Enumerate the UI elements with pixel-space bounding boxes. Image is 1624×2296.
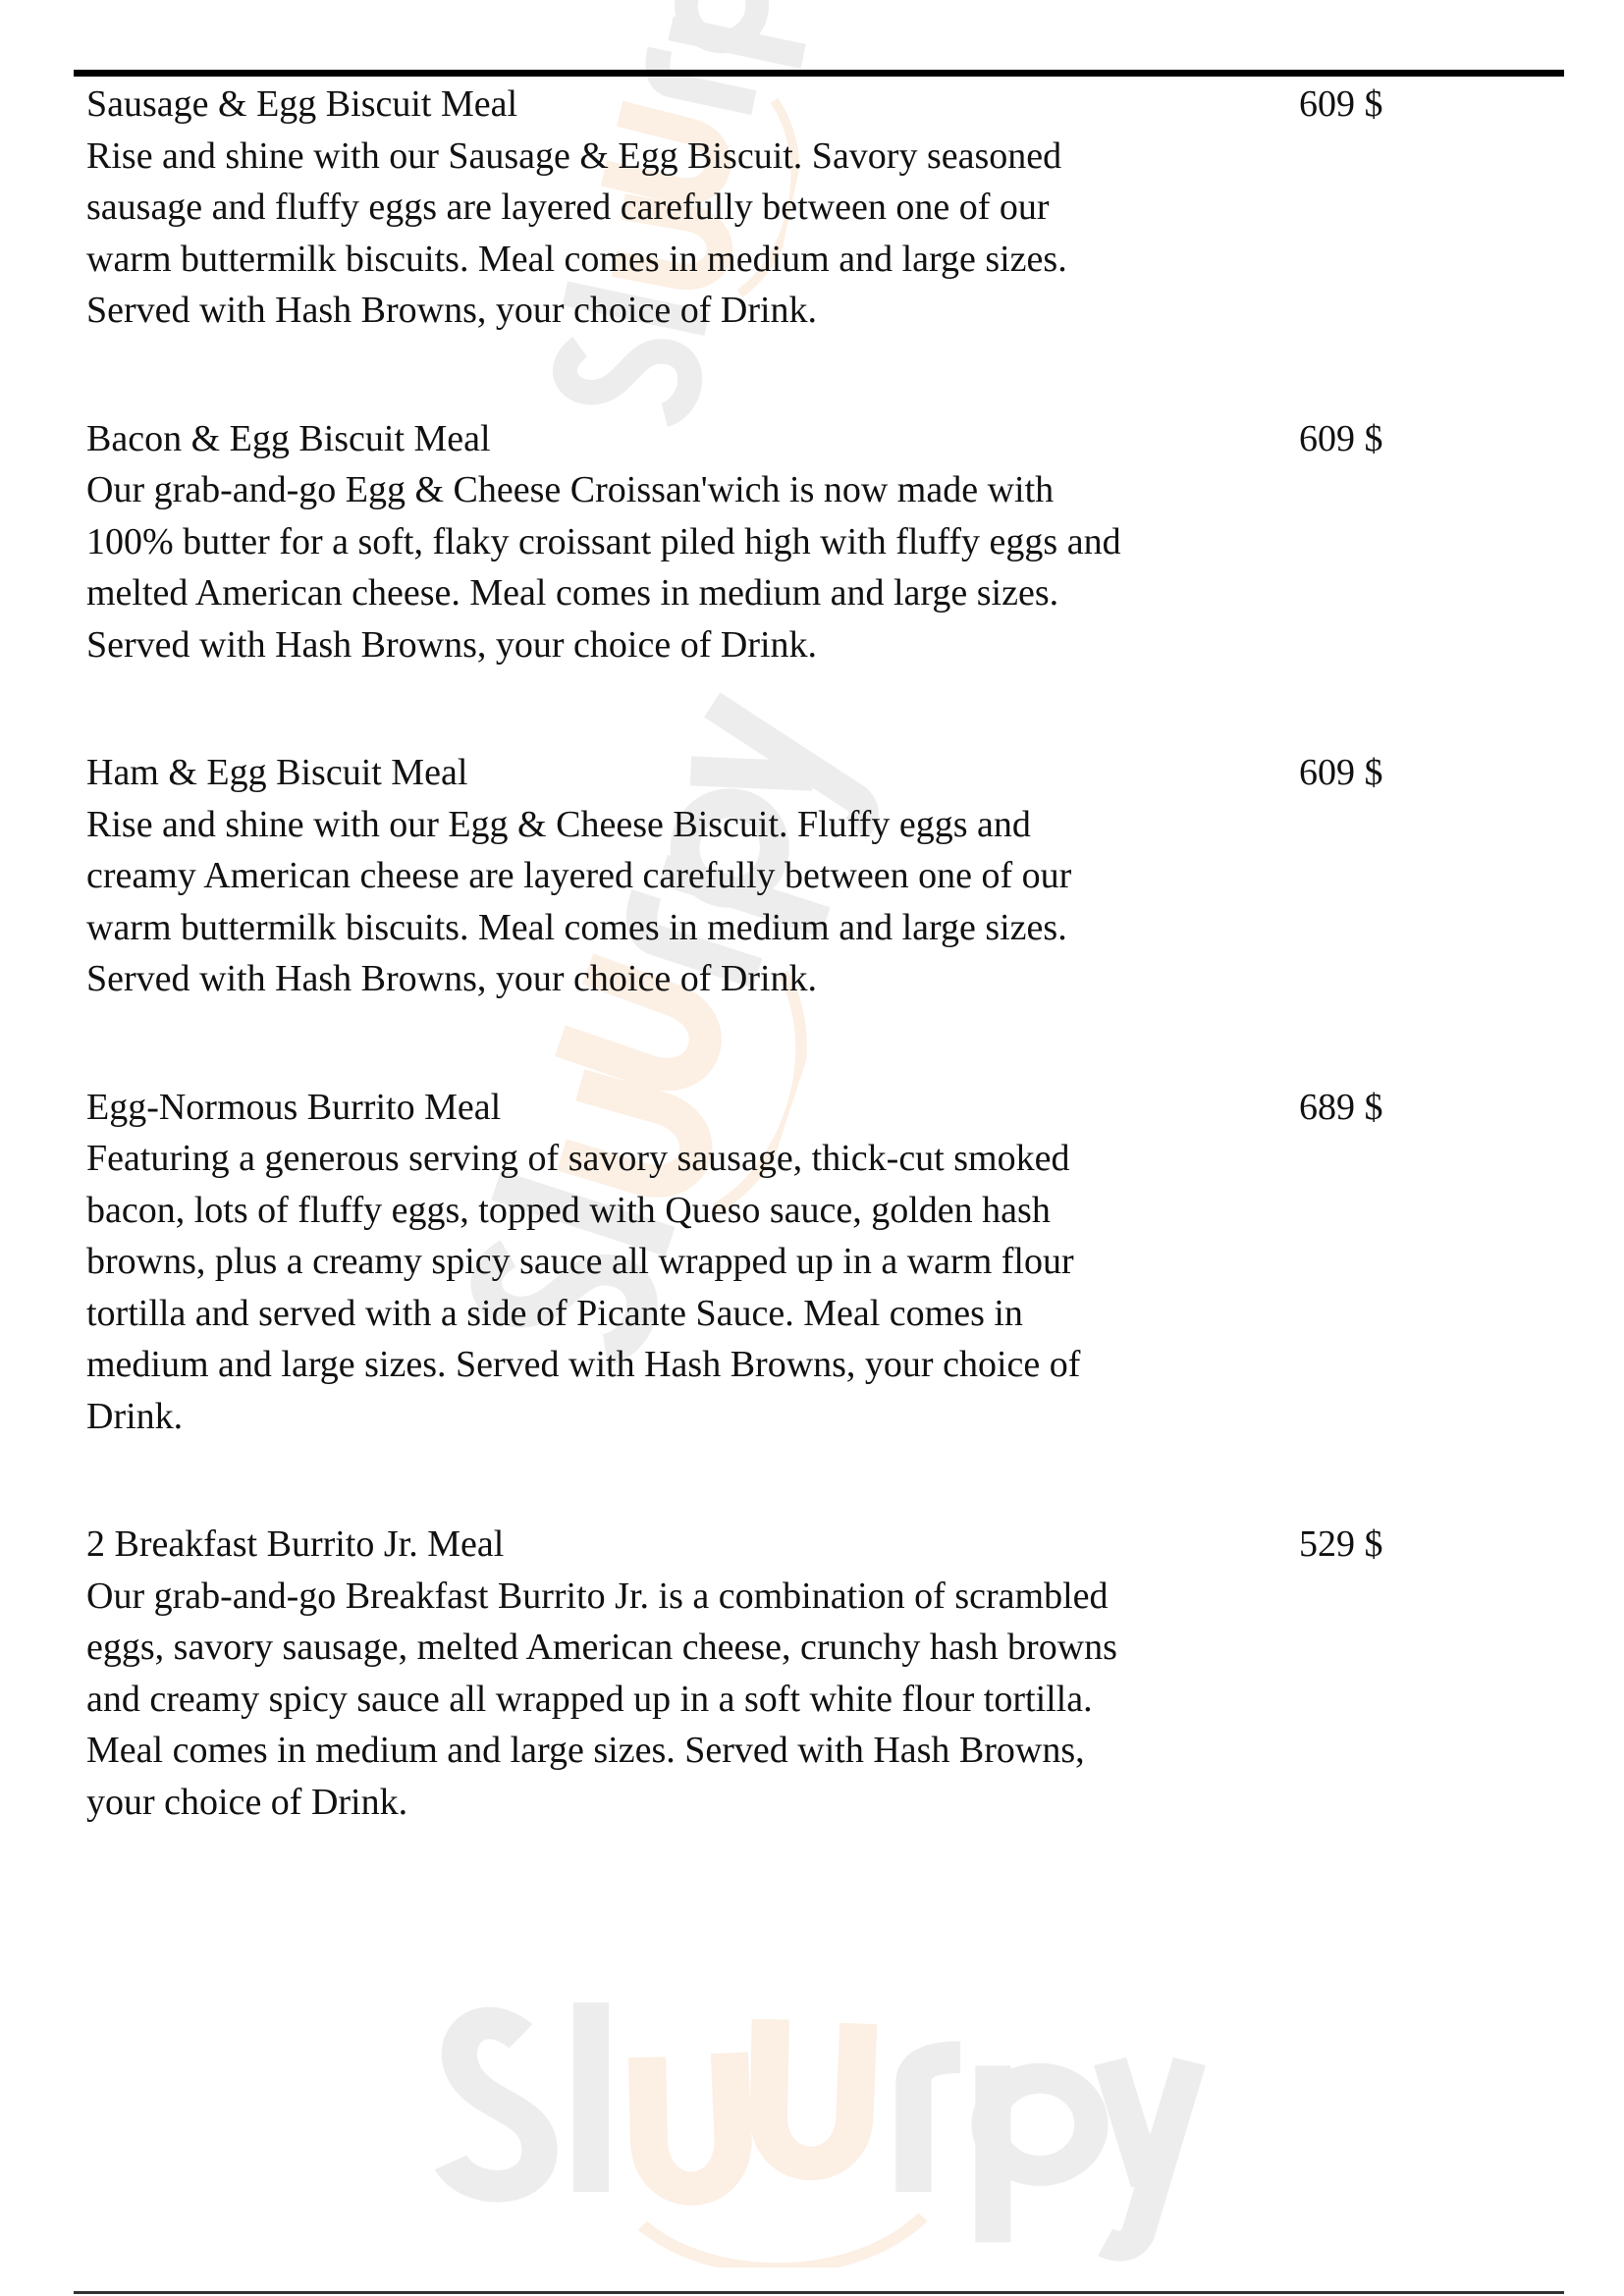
item-description-line: Rise and shine with our Sausage & Egg Biscuit. Savory seasoned [86, 134, 1062, 177]
item-price: 609 $ [1299, 417, 1383, 459]
item-description-line: your choice of Drink. [86, 1781, 408, 1823]
item-description-line: Meal comes in medium and large sizes. Served with Hash Browns, [86, 1730, 1085, 1771]
menu-item [86, 1519, 1510, 1828]
item-description-line: Our grab-and-go Breakfast Burrito Jr. is a combination of scrambled [86, 1575, 1109, 1617]
menu-list [86, 79, 1510, 1904]
item-description-line: tortilla and served with a side of Picante Sauce. Meal comes in [86, 1292, 1023, 1334]
item-description-line: medium and large sizes. Served with Hash Browns, your choice of [86, 1344, 1081, 1385]
item-description-line: Served with Hash Browns, your choice of Drink. [86, 958, 818, 999]
item-title: Bacon & Egg Biscuit Meal [86, 417, 491, 459]
item-title: Egg-Normous Burrito Meal [86, 1086, 502, 1128]
sluurpy-watermark [432, 1973, 1218, 2268]
item-description-line: warm buttermilk biscuits. Meal comes in medium and large sizes. [86, 906, 1067, 948]
item-description-line: bacon, lots of fluffy eggs, topped with Queso sauce, golden hash [86, 1189, 1051, 1231]
menu-item [86, 413, 1510, 671]
item-price: 609 $ [1299, 752, 1383, 793]
bottom-divider [74, 2291, 1564, 2294]
item-title: Ham & Egg Biscuit Meal [86, 752, 468, 793]
item-description-line: browns, plus a creamy spicy sauce all wrapped up in a warm flour [86, 1241, 1074, 1282]
item-description-line: creamy American cheese are layered carefully between one of our [86, 855, 1072, 896]
item-description-line: Our grab-and-go Egg & Cheese Croissan'wich is now made with [86, 469, 1055, 510]
item-description-line: Rise and shine with our Egg & Cheese Biscuit. Fluffy eggs and [86, 803, 1031, 845]
item-description-line: Served with Hash Browns, your choice of Drink. [86, 623, 818, 666]
item-description-line: Drink. [86, 1395, 184, 1437]
item-description-line: sausage and fluffy eggs are layered carefully between one of our [86, 187, 1050, 228]
item-description-line: warm buttermilk biscuits. Meal comes in medium and large sizes. [86, 238, 1067, 280]
menu-item [86, 79, 1510, 337]
item-description-line: Featuring a generous serving of savory sausage, thick-cut smoked [86, 1138, 1070, 1179]
item-price: 529 $ [1299, 1523, 1383, 1565]
menu-item [86, 1082, 1510, 1443]
item-description-line: and creamy spicy sauce all wrapped up in a soft white flour tortilla. [86, 1678, 1093, 1720]
top-divider [74, 70, 1564, 77]
item-price: 609 $ [1299, 83, 1383, 125]
item-description-line: Served with Hash Browns, your choice of Drink. [86, 290, 818, 331]
item-description-line: 100% butter for a soft, flaky croissant piled high with fluffy eggs and [86, 520, 1121, 562]
item-description-line: melted American cheese. Meal comes in medium and large sizes. [86, 572, 1059, 614]
item-title: Sausage & Egg Biscuit Meal [86, 83, 518, 125]
item-title: 2 Breakfast Burrito Jr. Meal [86, 1523, 505, 1565]
item-description-line: eggs, savory sausage, melted American cheese, crunchy hash browns [86, 1627, 1117, 1668]
menu-item [86, 747, 1510, 1005]
item-price: 689 $ [1299, 1086, 1383, 1128]
